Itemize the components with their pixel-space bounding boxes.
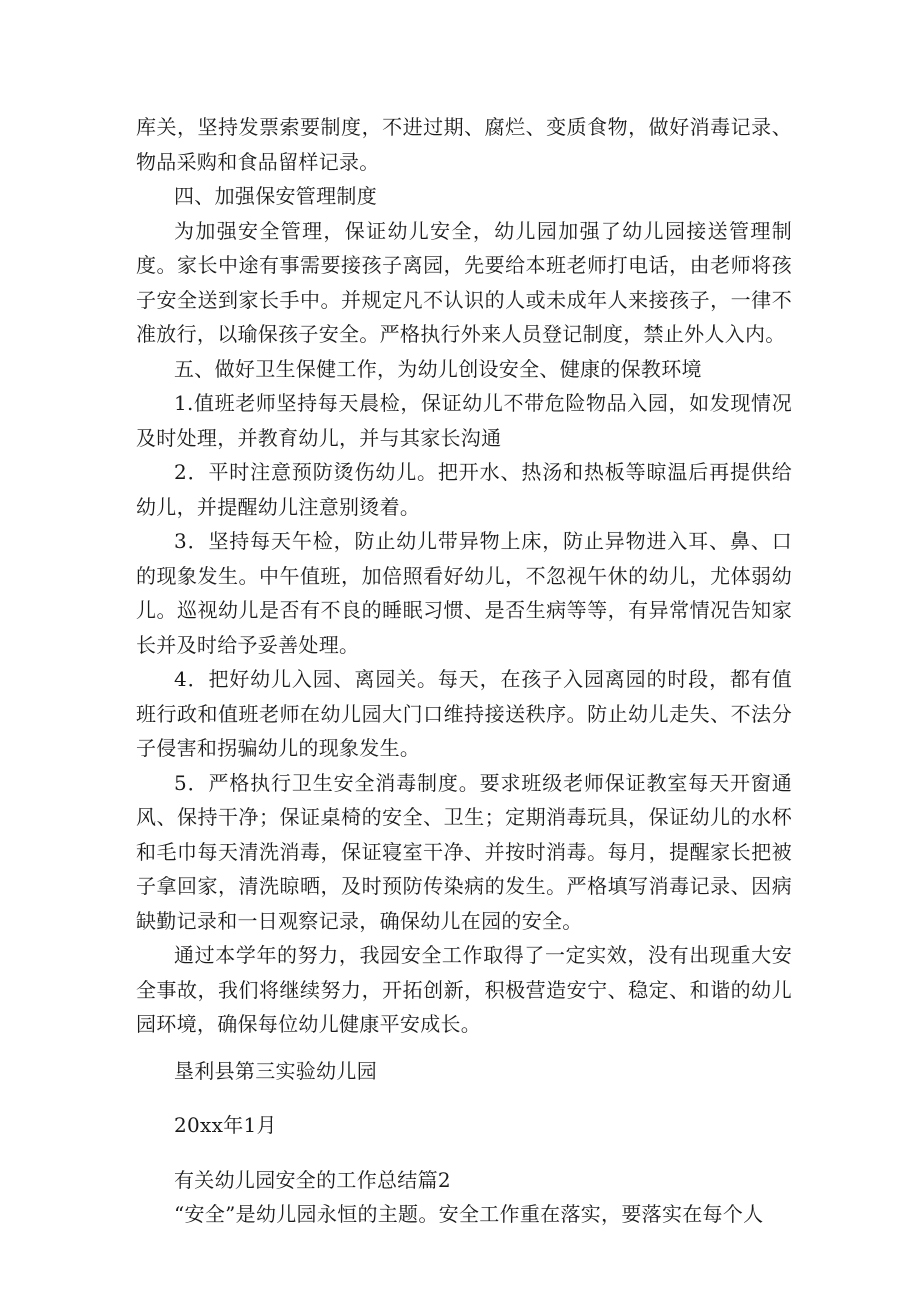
- section-heading-four: 四、加强保安管理制度: [174, 184, 377, 208]
- list-item-2: 2．平时注意预防烫伤幼儿。把开水、热汤和热板等晾温后再提供给幼儿，并提醒幼儿注意别烫着。: [136, 460, 792, 519]
- list-item-5: 5．严格执行卫生安全消毒制度。要求班级老师保证教室每天开窗通风、保持干净；保证桌椅的安全、卫生；定期消毒玩具，保证幼儿的水杯和毛巾每天清洗消毒，保证寝室干净、并按时消毒。每月，提醒家长把被子拿回家，清洗晾晒，及时预防传染病的发生。严格填写消毒记录、因病缺勤记录和一日观察记录，确保幼儿在园的安全。: [136, 770, 792, 933]
- list-item-3: 3．坚持每天午检，防止幼儿带异物上床，防止异物进入耳、鼻、口的现象发生。中午值班，加倍照看好幼儿，不忽视午休的幼儿，尤体弱幼儿。巡视幼儿是否有不良的睡眠习惯、是否生病等等，有异常情况告知家长并及时给予妥善处理。: [136, 529, 792, 657]
- list-item-1: 1.值班老师坚持每天晨检，保证幼儿不带危险物品入园，如发现情况及时处理，并教育幼儿，并与其家长沟通: [136, 391, 792, 450]
- section-heading-five: 五、做好卫生保健工作，为幼儿创设安全、健康的保教环境: [174, 356, 702, 381]
- signature-date: 20xx年1月: [174, 1113, 277, 1137]
- paragraph-intro: “安全”是幼儿园永恒的主题。安全工作重在落实，要落实在每个人: [174, 1202, 764, 1226]
- paragraph-conclusion: 通过本学年的努力，我园安全工作取得了一定实效，没有出现重大安全事故，我们将继续努力，开拓创新，积极营造安宁、稳定、和谐的幼儿园环境，确保每位幼儿健康平安成长。: [136, 943, 792, 1036]
- paragraph-continuation: 库关，坚持发票索要制度，不进过期、腐烂、变质食物，做好消毒记录、物品采购和食品留样记录。: [136, 115, 792, 174]
- paragraph-security: 为加强安全管理，保证幼儿安全，幼儿园加强了幼儿园接送管理制度。家长中途有事需要接孩子离园，先要给本班老师打电话，由老师将孩子安全送到家长手中。并规定凡不认识的人或未成年人来接孩子，一律不准放行，以瑜保孩子安全。严格执行外来人员登记制度，禁止外人入内。: [136, 218, 792, 346]
- list-item-4: 4．把好幼儿入园、离园关。每天，在孩子入园离园的时段，都有值班行政和值班老师在幼儿园大门口维持接送秩序。防止幼儿走失、不法分子侵害和拐骗幼儿的现象发生。: [136, 667, 792, 760]
- signature-organization: 垦利县第三实验幼儿园: [174, 1058, 377, 1083]
- document-body: [136, 110, 792, 1232]
- article-title: 有关幼儿园安全的工作总结篇2: [174, 1167, 451, 1192]
